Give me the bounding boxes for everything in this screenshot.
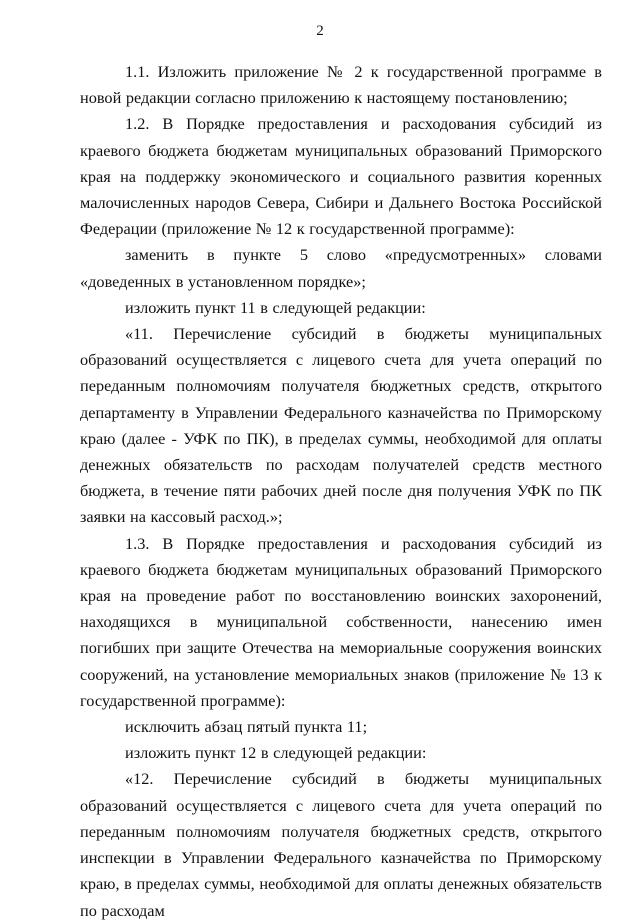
paragraph-restate-item-12: изложить пункт 12 в следующей редакции:	[125, 743, 427, 763]
document-body	[80, 59, 602, 924]
page-number: 2	[316, 23, 324, 39]
paragraph-replace-word: заменить в пункте 5 слово «предусмотренных» словами «доведенных в установленном порядке»;	[80, 245, 602, 291]
paragraph-restate-item-11: изложить пункт 11 в следующей редакции:	[125, 297, 426, 317]
paragraph-item-11-text: «11. Перечисление субсидий в бюджеты муниципальных образований осуществляется с лицевого счета для учета операций по переданным полномочиям получателя бюджетных средств, открытого департаменту в Управлении Федерального казначейства по Приморскому краю (далее - УФК по ПК), в пределах суммы, необходимой для оплаты денежных обязательств по расходам получателей средств местного бюджета, в течение пяти рабочих дней после дня получения УФК по ПК заявки на кассовый расход.»;	[80, 324, 602, 527]
paragraph-exclude-subparagraph: исключить абзац пятый пункта 11;	[125, 717, 368, 737]
paragraph-1-1: 1.1. Изложить приложение № 2 к государственной программе в новой редакции согласно приложению к настоящему постановлению;	[80, 62, 602, 108]
paragraph-1-3: 1.3. В Порядке предоставления и расходования субсидий из краевого бюджета бюджетам муниципальных образований Приморского края на проведение работ по восстановлению воинских захоронений, находящихся в муниципальной собственности, нанесению имен погибших при защите Отечества на мемориальные сооружения воинских сооружений, на установление мемориальных знаков (приложение № 13 к государственной программе):	[80, 533, 602, 710]
paragraph-item-12-text: «12. Перечисление субсидий в бюджеты муниципальных образований осуществляется с лицевого счета для учета операций по переданным полномочиям получателя бюджетных средств, открытого инспекции в Управлении Федерального казначейства по Приморскому краю, в пределах суммы, необходимой для оплаты денежных обязательств по расходам	[80, 769, 602, 920]
paragraph-1-2: 1.2. В Порядке предоставления и расходования субсидий из краевого бюджета бюджетам муниципальных образований Приморского края на поддержку экономического и социального развития коренных малочисленных народов Севера, Сибири и Дальнего Востока Российской Федерации (приложение № 12 к государственной программе):	[80, 114, 602, 239]
